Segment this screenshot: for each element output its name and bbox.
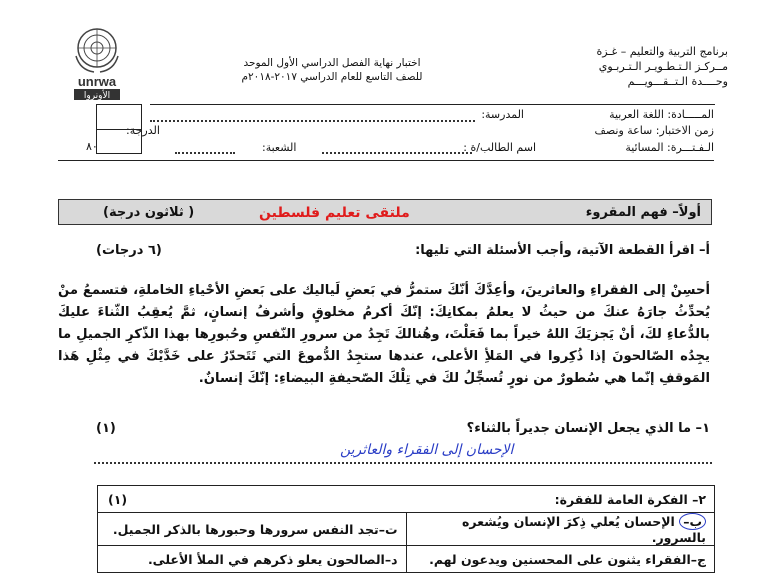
option-d-letter: د– <box>384 551 398 567</box>
exam-title <box>232 56 432 84</box>
option-t[interactable] <box>98 513 407 546</box>
table-row <box>98 546 715 573</box>
question-2-header <box>98 486 715 513</box>
period-label: الـفـتـــرة: المسائية <box>625 141 714 154</box>
forum-watermark: ملتقى تعليم فلسطين <box>259 205 410 221</box>
org-line-3: وحــــدة الـتــقـــويـــم <box>627 75 728 88</box>
table-row <box>98 486 715 513</box>
time-label: زمن الاختبار: ساعة ونصف <box>594 124 714 137</box>
question-2-table <box>97 485 715 573</box>
exam-title-line-2: للصف التاسع للعام الدراسي ٢٠١٧-٢٠١٨م <box>241 71 423 83</box>
option-j[interactable] <box>406 546 715 573</box>
student-name-field[interactable] <box>322 152 472 154</box>
option-d[interactable] <box>98 546 407 573</box>
org-line-1: برنامج التربية والتعليم – غـزة <box>596 45 728 58</box>
question-2-points: (١) <box>108 492 128 507</box>
school-label: المدرسة: <box>481 108 524 121</box>
grade-label: الدرجة: <box>126 124 160 137</box>
option-d-text: الصالحون يعلو ذكرهم في الملأ الأعلى. <box>147 551 385 567</box>
section-header-bar <box>58 199 712 225</box>
option-t-letter: ت– <box>378 521 398 537</box>
option-b-text: الإحسان يُعلي ذِكرَ الإنسان ويُشعره بالسرور. <box>462 514 706 545</box>
section-label: الشعبة: <box>262 141 297 154</box>
table-row <box>98 513 715 546</box>
grade-box <box>96 104 142 154</box>
unrwa-logo <box>66 26 128 102</box>
svg-text:الأونروا: الأونروا <box>83 91 111 101</box>
question-1: ١– ما الذي يجعل الإنسان جديراً بالثناء؟ <box>466 421 710 436</box>
score-total: ٨٠ <box>86 140 98 153</box>
org-line-2: مــركـز الـتـطـويـر الـتـربـوي <box>598 60 728 73</box>
exam-title-line-1: اختبار نهاية الفصل الدراسي الأول الموحد <box>243 57 421 69</box>
un-emblem-icon <box>66 26 128 102</box>
header-divider <box>150 104 715 105</box>
student-name-label: اسم الطالب/ة : <box>463 141 536 154</box>
question-1-points: (١) <box>96 421 116 436</box>
reading-passage: أحسِنْ إلى الفقراءِ والعاثرينَ، وأعِدَّكَ أنّكَ ستمرُّ في بَعضِ لَياليك على بَعضِ الأحْياءِ الخاملةِ، فتسمعُ منْ يُحدِّثُ جارَهُ عنكَ من حيثُ لا يعلمُ بمكانِكَ: إنّكَ أكرمُ مخلوقٍ وأشرفُ إنسانٍ، ثمَّ يُعقِبُ الثّناءَ عليكَ بالدُّعاءِ لكَ، أنْ يَجزيَكَ اللهُ خيراً بما فَعَلْتَ، وهُنالكَ تَجِدُ من سرورِ النّفسِ وحُبورِها بهذا الذّكرِ الجميلِ ما يجِدُه الصّالحونَ إذا ذُكِروا في المَلأِ الأعلى، عندها ستجِدُ الدُّموعَ التي تَتَحدّرُ على خَدَّيْكَ في مِثْلِ هَذا المَوقفِ إنّما هي سُطورٌ من نورٍ تُسجِّلُ لكَ في تِلْكَ الصّحيفةِ البيضاءِ: إنّكَ إنسانٌ. <box>58 283 710 386</box>
school-field[interactable] <box>150 120 475 122</box>
option-b[interactable] <box>406 513 715 546</box>
part-a-points: (٦ درجات) <box>96 243 162 258</box>
header-org <box>498 44 728 89</box>
section-title: أولاً– فهم المقروء <box>585 205 701 220</box>
option-t-text: تجد النفس سرورها وحبورها بالذكر الجميل. <box>112 521 379 537</box>
question-1-handwritten-answer: الإحسان إلى الفقراء والعاثرين <box>340 442 514 458</box>
option-b-letter: ب– <box>679 513 706 530</box>
section-points: ( ثلاثون درجة) <box>103 205 195 220</box>
question-2: ٢– الفكرة العامة للفقرة: <box>554 491 706 507</box>
option-j-text: الفقراء يثنون على المحسنين ويدعون لهم. <box>429 551 691 567</box>
part-a-instruction: أ– اقرأ القطعة الآتية، وأجب الأسئلة التي تليها: <box>415 243 710 258</box>
info-divider <box>58 160 714 161</box>
svg-text:unrwa: unrwa <box>77 74 117 89</box>
option-j-letter: ج– <box>690 551 706 567</box>
question-1-answer-line[interactable] <box>94 462 712 464</box>
subject-label: المـــــادة: اللغة العربية <box>609 108 714 121</box>
section-field[interactable] <box>175 152 235 154</box>
